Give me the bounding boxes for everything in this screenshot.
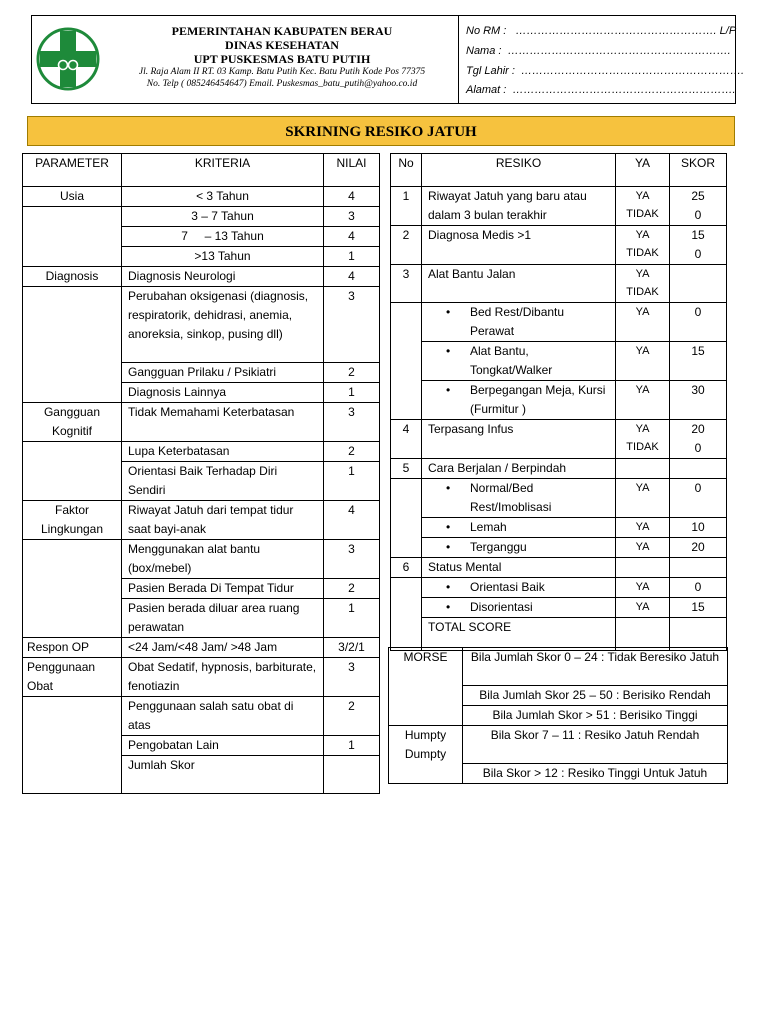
param-cell (23, 697, 122, 794)
morse-label: MORSE (389, 648, 463, 726)
ya-option[interactable]: YA (616, 303, 670, 342)
bullet-icon: • (446, 383, 451, 397)
resiko-cell: Terpasang Infus (422, 420, 616, 459)
nilai-cell: 3 (324, 403, 380, 442)
param-cell (23, 540, 122, 638)
criteria-table (22, 153, 380, 794)
col-ya: YA (616, 154, 670, 187)
ya-cell[interactable] (616, 265, 670, 303)
letterhead (31, 15, 745, 104)
skor-cell: 10 (670, 518, 727, 538)
ya-option[interactable]: YA (616, 518, 670, 538)
kriteria-cell: <24 Jam/<48 Jam/ >48 Jam (122, 638, 324, 658)
no-cell: 2 (391, 226, 422, 265)
tidak-option[interactable]: TIDAK (626, 208, 659, 220)
resiko-cell: • Lemah (422, 518, 616, 538)
nilai-cell: 2 (324, 697, 380, 736)
param-cell: Diagnosis (23, 267, 122, 287)
ya-option[interactable]: YA (635, 268, 650, 280)
skor-cell: 15 (670, 342, 727, 381)
humpty-rule-2: Bila Skor > 12 : Resiko Tinggi Untuk Jatuh (463, 764, 728, 784)
tidak-option[interactable]: TIDAK (626, 286, 659, 298)
skor-cell: 15 (670, 598, 727, 618)
nilai-cell: 4 (324, 187, 380, 207)
no-cell: 3 (391, 265, 422, 303)
ya-option[interactable]: YA (616, 479, 670, 518)
kriteria-cell: Lupa Keterbatasan (122, 442, 324, 462)
nilai-cell: 1 (324, 736, 380, 756)
nilai-cell: 2 (324, 579, 380, 599)
resiko-cell: • Normal/Bed Rest/Imoblisasi (422, 479, 616, 518)
morse-rule-3: Bila Jumlah Skor > 51 : Berisiko Tinggi (463, 706, 728, 726)
no-cell: 5 (391, 459, 422, 479)
skor-ya: 20 (691, 422, 705, 436)
bullet-icon: • (446, 344, 451, 358)
kriteria-cell: 7 – 13 Tahun (122, 227, 324, 247)
nilai-cell: 3 (324, 658, 380, 697)
ya-option[interactable]: YA (635, 190, 650, 202)
no-cell (391, 578, 422, 651)
kriteria-cell: >13 Tahun (122, 247, 324, 267)
tidak-option[interactable]: TIDAK (626, 441, 659, 453)
bullet-icon: • (446, 305, 451, 319)
kriteria-cell: Diagnosis Neurologi (122, 267, 324, 287)
ya-option[interactable]: YA (635, 423, 650, 435)
jumlah-skor-input[interactable] (324, 756, 380, 794)
morse-rule-1: Bila Jumlah Skor 0 – 24 : Tidak Beresiko Jatuh (463, 648, 728, 686)
bullet-icon: • (446, 580, 451, 594)
skor-tidak: 0 (694, 208, 702, 222)
resiko-cell: • Terganggu (422, 538, 616, 558)
bullet-icon: • (446, 481, 451, 495)
skor-cell: 20 (670, 538, 727, 558)
kriteria-cell: Penggunaan salah satu obat di atas (122, 697, 324, 736)
ya-cell[interactable] (616, 226, 670, 265)
kriteria-cell: Orientasi Baik Terhadap Diri Sendiri (122, 462, 324, 501)
bullet-icon: • (446, 600, 451, 614)
jumlah-skor-label: Jumlah Skor (122, 756, 324, 794)
bullet-icon: • (446, 520, 451, 534)
kriteria-cell: Pasien Berada Di Tempat Tidur (122, 579, 324, 599)
kriteria-cell: Diagnosis Lainnya (122, 383, 324, 403)
kriteria-cell: 3 – 7 Tahun (122, 207, 324, 227)
skor-cell (670, 265, 727, 303)
puskesmas-logo-icon (36, 21, 100, 97)
kriteria-cell: Pasien berada diluar area ruang perawatan (122, 599, 324, 638)
bullet-icon: • (446, 540, 451, 554)
ya-cell[interactable] (616, 618, 670, 651)
ya-option[interactable]: YA (616, 578, 670, 598)
ya-cell[interactable] (616, 459, 670, 479)
kriteria-cell: Tidak Memahami Keterbatasan (122, 403, 324, 442)
kriteria-cell: Menggunakan alat bantu (box/mebel) (122, 540, 324, 579)
skor-cell: 0 (670, 479, 727, 518)
skor-cell: 0 (670, 578, 727, 598)
col-no: No (391, 154, 422, 187)
col-resiko: RESIKO (422, 154, 616, 187)
kriteria-cell: Pengobatan Lain (122, 736, 324, 756)
resiko-cell: • Alat Bantu, Tongkat/Walker (422, 342, 616, 381)
ya-cell[interactable] (616, 187, 670, 226)
page-title: SKRINING RESIKO JATUH (27, 116, 735, 146)
skor-cell: 30 (670, 381, 727, 420)
param-cell (23, 442, 122, 501)
resiko-cell: • Disorientasi (422, 598, 616, 618)
humpty-dumpty-label: Humpty Dumpty (389, 726, 463, 784)
nilai-cell: 3 (324, 207, 380, 227)
nilai-cell: 4 (324, 227, 380, 247)
no-cell: 1 (391, 187, 422, 226)
total-score-label: TOTAL SCORE (422, 618, 616, 651)
kriteria-cell: Perubahan oksigenasi (diagnosis, respiratorik, dehidrasi, anemia, anoreksia, sinkop, pusing dll) (122, 287, 324, 363)
ya-option[interactable]: YA (616, 538, 670, 558)
nilai-cell: 4 (324, 267, 380, 287)
total-score-input[interactable] (670, 618, 727, 651)
nama-field[interactable]: Nama : ……………………………………………………. (466, 45, 731, 57)
ya-option[interactable]: YA (616, 381, 670, 420)
resiko-cell: • Orientasi Baik (422, 578, 616, 598)
skor-ya: 15 (691, 228, 705, 242)
skor-cell (670, 459, 727, 479)
no-rm-field[interactable]: No RM : ………………………………………………. L/P (466, 25, 737, 37)
resiko-cell: Cara Berjalan / Berpindah (422, 459, 616, 479)
col-kriteria: KRITERIA (122, 154, 324, 187)
no-cell: 6 (391, 558, 422, 578)
skor-cell (670, 420, 727, 459)
org-contact: No. Telp ( 085246454647) Email. Puskesmas_batu_putih@yahoo.co.id (146, 79, 418, 89)
kriteria-cell: < 3 Tahun (122, 187, 324, 207)
param-cell (23, 207, 122, 267)
org-line-3: UPT PUSKESMAS BATU PUTIH (193, 52, 371, 66)
col-nilai: NILAI (324, 154, 380, 187)
skor-ya: 25 (691, 189, 705, 203)
param-cell (23, 287, 122, 403)
ya-cell[interactable] (616, 420, 670, 459)
skor-tidak: 0 (694, 247, 702, 261)
param-cell: Usia (23, 187, 122, 207)
nilai-cell: 3/2/1 (324, 638, 380, 658)
tgl-lahir-field[interactable]: Tgl Lahir : ……………………………………………………. (466, 65, 745, 77)
param-cell: Gangguan Kognitif (23, 403, 122, 442)
skor-cell (670, 187, 727, 226)
org-address: Jl. Raja Alam II RT. 03 Kamp. Batu Putih Kec. Batu Putih Kode Pos 77375 (138, 67, 426, 77)
ya-option[interactable]: YA (616, 598, 670, 618)
org-line-1: PEMERINTAHAN KABUPATEN BERAU (171, 24, 393, 38)
org-line-2: DINAS KESEHATAN (225, 38, 339, 52)
nilai-cell: 4 (324, 501, 380, 540)
kriteria-cell: Obat Sedatif, hypnosis, barbiturate, fenotiazin (122, 658, 324, 697)
nilai-cell: 2 (324, 442, 380, 462)
resiko-cell: Diagnosa Medis >1 (422, 226, 616, 265)
ya-option[interactable]: YA (635, 229, 650, 241)
resiko-cell: Alat Bantu Jalan (422, 265, 616, 303)
param-cell: Respon OP (23, 638, 122, 658)
nilai-cell: 1 (324, 383, 380, 403)
humpty-rule-1: Bila Skor 7 – 11 : Resiko Jatuh Rendah (463, 726, 728, 764)
tidak-option[interactable]: TIDAK (626, 247, 659, 259)
interpretation-table (388, 647, 728, 784)
skor-cell (670, 226, 727, 265)
nilai-cell: 1 (324, 599, 380, 638)
skor-tidak: 0 (694, 441, 702, 455)
nilai-cell: 2 (324, 363, 380, 383)
param-cell: Faktor Lingkungan (23, 501, 122, 540)
param-cell: Penggunaan Obat (23, 658, 122, 697)
resiko-cell: Riwayat Jatuh yang baru atau dalam 3 bulan terakhir (422, 187, 616, 226)
resiko-cell: • Berpegangan Meja, Kursi (Furmitur ) (422, 381, 616, 420)
patient-info-box (458, 16, 745, 103)
col-parameter: PARAMETER (23, 154, 122, 187)
risk-table (390, 153, 727, 651)
nilai-cell: 1 (324, 247, 380, 267)
kriteria-cell: Gangguan Prilaku / Psikiatri (122, 363, 324, 383)
kriteria-cell: Riwayat Jatuh dari tempat tidur saat bayi-anak (122, 501, 324, 540)
ya-cell[interactable] (616, 558, 670, 578)
nilai-cell: 3 (324, 287, 380, 363)
nilai-cell: 1 (324, 462, 380, 501)
ya-option[interactable]: YA (616, 342, 670, 381)
skor-cell: 0 (670, 303, 727, 342)
no-cell: 4 (391, 420, 422, 459)
organization-block (106, 24, 458, 90)
morse-rule-2: Bila Jumlah Skor 25 – 50 : Berisiko Rendah (463, 686, 728, 706)
nilai-cell: 3 (324, 540, 380, 579)
resiko-cell: • Bed Rest/Dibantu Perawat (422, 303, 616, 342)
alamat-field[interactable]: Alamat : ……………………………………………………. (466, 84, 736, 96)
col-skor: SKOR (670, 154, 727, 187)
skor-cell (670, 558, 727, 578)
no-cell (391, 303, 422, 420)
no-cell (391, 479, 422, 558)
resiko-cell: Status Mental (422, 558, 616, 578)
